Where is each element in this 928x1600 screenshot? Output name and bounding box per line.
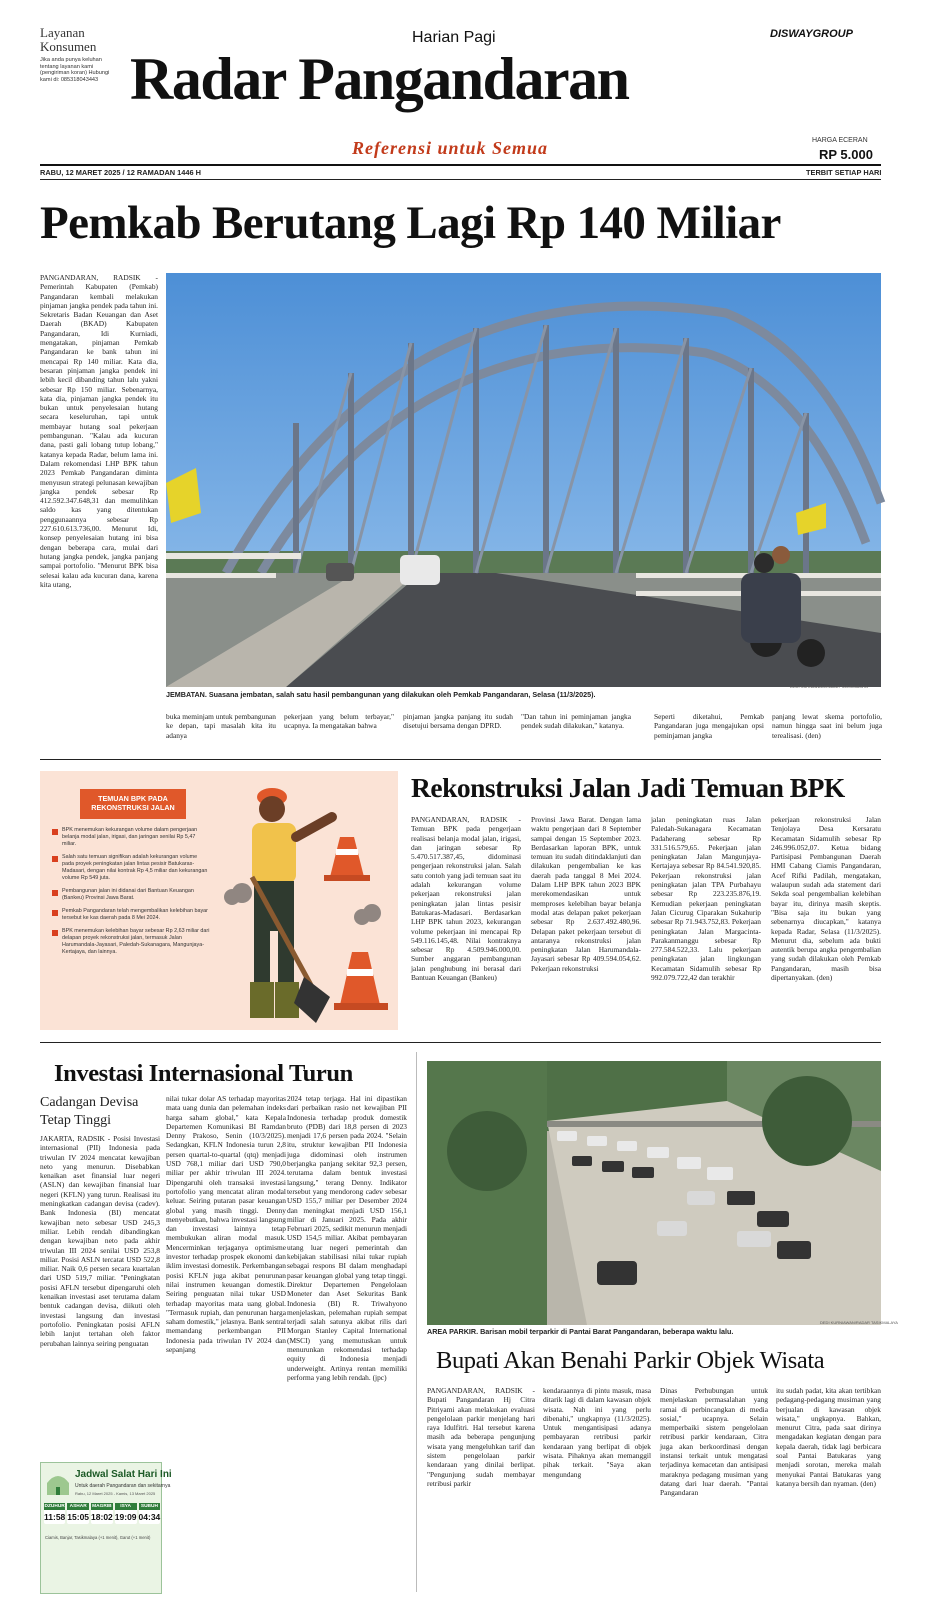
salat-time-item	[67, 1503, 89, 1524]
bpk-finding-text: BPK menemukan kekurangan volume dalam pengerjaan belanja modal jalan, irigasi, dan jaringan senilai Rp 5,47 miliar.	[62, 827, 198, 847]
headline-col-1: buka meminjam untuk pembangunan ke depan, tapi masalah kita itu adanya	[166, 712, 276, 740]
headline-col-2: pekerjaan yang belum terbayar," ucapnya. Ia mengatakan bahwa	[284, 712, 394, 731]
salat-time: 11:58	[44, 1512, 66, 1522]
bpk-story-col-3: jalan peningkatan ruas Jalan Paledah-Sukanagara Kecamatan Padaherang sebesar Rp 331.516.579,65. Pekerjaan jalan peningkatan Jalan Mangunjaya-Kertajaya sebesar Rp 84.541.920,85. Pekerjaan rekonstruksi jalan peningkatan jalan TPA Purbahayu sebesar Rp 223.235.876,19. Kemudian pekerjaan peningkatan Jalan Cicurug Ciparakan Sukahurip sebesar Rp 71.943.752,83. Pekerjaan peningkatan Jalan Margacinta-Parakanmanggu sebesar Rp 277.584.522,33. Lalu pekerjaan peningkatan jalan lingkungan Kecamatan Sidamulih sebesar Rp 992.079.722,42 dan terakhir	[651, 815, 761, 983]
bpk-finding-text: BPK menemukan kelebihan bayar sebesar Rp 2,63 miliar dari delapan proyek rekonstruksi jalan, termasuk Jalan Harumandala-Jayasari, Paledah-Sukanagara, Mangunjaya-Kertajaya, dan lainnya.	[62, 928, 210, 955]
parking-photo	[427, 1061, 881, 1325]
investasi-title: Investasi Internasional Turun	[54, 1060, 353, 1087]
headline-col-3: pinjaman jangka panjang itu sudah disetujui bersama dengan DPRD.	[403, 712, 513, 731]
salat-time: 19:09	[114, 1512, 137, 1522]
terbit-label: TERBIT SETIAP HARI	[806, 168, 882, 177]
salat-time-item	[139, 1503, 161, 1524]
bullet-square-icon	[52, 890, 58, 896]
traffic-cone-icon	[324, 837, 370, 881]
masthead-title: Radar Pangandaran	[130, 46, 629, 112]
salat-time-item	[91, 1503, 113, 1524]
bridge-photo-caption: JEMBATAN. Suasana jembatan, salah satu hasil pembangunan yang dilakukan oleh Pemkab Pangandaran, Selasa (11/3/2025).	[166, 690, 596, 699]
salat-title: Jadwal Salat Hari Ini	[75, 1469, 172, 1480]
bullet-square-icon	[52, 910, 58, 916]
salat-times	[44, 1503, 160, 1524]
construction-worker-illustration	[212, 777, 398, 1027]
disway-group-logo: DISWAYGROUP	[770, 28, 853, 40]
headline-lead-column: PANGANDARAN, RADSIK - Pemerintah Kabupaten (Pemkab) Pangandaran kembali melakukan pinjaman jangka pendek pada tahun ini. Sekretaris Badan Keuangan dan Aset Daerah (BKAD) Kabupaten Pangandaran, Idi Kurniadi, mengatakan, pinjaman Pemkab Pangandaran ke bank tahun ini mencapai Rp 140 miliar. Kata dia, besaran pinjaman jangka pendek ini lebih kecil dibanding tahun lalu yakni sebesar Rp 150 miliar. Sebenarnya, kata dia, pinjaman jangka pendek itu bukan untuk penyelesaian hutang secara keseluruhan, tapi untuk membayar hutang soal pekerjaan pembangunan. "Kalau ada kucuran dana, pasti gali lobang tutup lobang," katanya kepada Radar, belum lama ini. Dalam rekomendasi LHP BPK tahun 2023 Pemkab Pangandaran diminta menyusun strategi pelunasan kewajiban jangka pendek sebesar Rp 412.592.347.648,31 dan memulihkan saldo kas yang ditentukan penggunaannya sebesar Rp 227.610.613.736,00. Menurut Idi, konsep penyelesaian hutang ini bisa dengan beberapa cara, mulai dari hutang jangka pendek, jangka panjang sampai portofolio. "Menurut BPK bisa selesai kalau ada kucuran dana, karena kita utang,	[40, 273, 158, 589]
price-value: RP 5.000	[819, 147, 873, 162]
section-rule-2	[40, 1042, 881, 1043]
layanan-title: Layanan Konsumen	[40, 25, 97, 54]
headline-title: Pemkab Berutang Lagi Rp 140 Miliar	[40, 197, 781, 249]
headline-col-6: panjang lewat skema portofolio, namun hingga saat ini belum juga terealisasi. (den)	[772, 712, 882, 740]
bpk-story-col-2: Provinsi Jawa Barat. Dengan lama waktu pengerjaan dari 8 September sampai dengan 15 September 2023. Berdasarkan laporan BPK, untuk temuan itu sudah ditindaklanjuti dan dilakukan pengembalian ke kas daerah pada tanggal 8 Mei 2024. Dalam LHP BPK tahun 2023 BPK merekomendasikan untuk memproses kelebihan bayar belanja modal atas delapan paket pekerjaan sebesar Rp 2.637.492.480,96. Delapan paket pekerjaan tersebut di antaranya rekonstruksi jalan peningkatan Jalan Harumandala-Jayasari sebesar Rp 409.594.054,62. Pekerjaan rekonstruksi	[531, 815, 641, 973]
salat-time-item	[44, 1503, 65, 1524]
parking-photo-credit: DEDI KURNIAWAN/RADAR TASIKMALAYA	[820, 1320, 898, 1325]
masthead-kicker: Harian Pagi	[412, 29, 496, 46]
salat-name: DZUHUR	[44, 1504, 65, 1509]
bullet-square-icon	[52, 856, 58, 862]
bridge-photo-credit: DEDI KURNIAWAN/RADAR TASIKMALAYA	[790, 684, 868, 689]
bpk-finding	[52, 854, 210, 882]
layanan-text: Jika anda punya keluhan tentang layanan kami (pengiriman koran) Hubungi kami di: 085318043443	[40, 57, 110, 83]
bpk-findings-list	[52, 827, 210, 962]
investasi-col-1: JAKARTA, RADSIK - Posisi Investasi internasional (PII) Indonesia pada triwulan IV 2024 mencatat kewajiban neto yang menurun. Disebabkan kenaikan aset finansial luar negeri (ASLN) dan kewajiban finansial luar negeri (KFLN) yang turun. Realisasi itu meningkatkan cadangan devisa (cadev). Bank Indonesia (BI) mencatat kewajiban neto sebesar USD 245,3 miliar. Lebih rendah dibandingkan dengan kewajiban neto pada akhir triwulan III 2024 senilai USD 253,8 miliar. Posisi ASLN tercatat USD 522,8 miliar. Naik 0,6 persen secara kuartalan dari USD 519,7 miliar. "Peningkatan posisi AFLN tersebut dipengaruhi oleh kenaikan investasi aset terutama dalam bentuk cadangan devisa, diikuti oleh investasi langsung dan investasi portofolio. Peningkatan posisi AFLN lebih lanjut tertahan oleh faktor perubahan lainnya seiring penguatan	[40, 1134, 160, 1348]
investasi-col-3: 2024 tetap terjaga. Hal ini dipastikan dari perbaikan rasio net kewajiban PII Indonesia terhadap produk domestik bruto (PDB) dari 18,8 persen di 2023 menjadi 17,6 persen pada 2024. "Selain itu, struktur kewajiban PII Indonesia juga didominasi oleh instrumen berjangka panjang sekitar 92,3 persen, terutama dalam bentuk investasi langsung," terang Denny. Indikator tersebut yang mendorong cadev sebesar USD 155,7 miliar per Desember 2024 dan meningkat menjadi USD 156,1 miliar di Januari 2025. Pada akhir Februari 2025, sedikit menurun menjadi USD 154,5 miliar. Akibat pembayaran utang luar negeri pemerintah dan kebijakan stabilisasi nilai tukar rupiah sebagai respons BI dalam menghadapi pasar keuangan global yang tetap tinggi. Direktur Departemen Pengelolaan Moneter dan Aset Sekuritas Bank Indonesia (BI) R. Triwahyono menjelaskan, pelemahan rupiah sempat terjadi salah satunya akibat rilis dari Morgan Stanley Capital International (MSCI) yang memutuskan untuk menurunkan rekomendasi terhadap equity di Indonesia menjadi underweight. Artinya rentan memiliki performa yang lebih rendah. (jpc)	[287, 1094, 407, 1382]
salat-subtitle: Untuk daerah Pangandaran dan sekitarnya	[75, 1483, 171, 1489]
bpk-infographic	[40, 771, 398, 1030]
bpk-finding-text: Pemkab Pangandaran telah mengembalikan kelebihan bayar tersebut ke kas daerah pada 8 Mei 2024.	[62, 908, 208, 921]
headline-col-5: Seperti diketahui, Pemkab Pangandaran juga mengajukan opsi peminjaman jangka	[654, 712, 764, 740]
parkir-title: Bupati Akan Benahi Parkir Objek Wisata	[436, 1347, 825, 1374]
masthead-rule	[40, 164, 881, 166]
parkir-col-2: kendaraannya di pintu masuk, masa ditarik lagi di dalam kawasan objek wisata. Nah ini yang perlu dibenahi," ungkapnya (11/3/2025). Untuk mengantisipasi adanya pembayaran retribusi parkir kendaraan yang berlipat di objek wisata. Pihaknya akan memanggil pihak terkait. "Saya akan mengundang	[543, 1386, 651, 1479]
parking-photo-caption: AREA PARKIR. Barisan mobil terparkir di Pantai Barat Pangandaran, beberapa waktu lalu.	[427, 1327, 734, 1336]
price-label: HARGA ECERAN	[812, 137, 868, 144]
parkir-col-1: PANGANDARAN, RADSIK - Bupati Pangandaran Hj Citra Pitriyami akan melakukan evaluasi pengelolaan parkir menjelang hari raya Idulfitri. Hal tersebut karena masih ada beberapa pengunjung wisata yang mengeluhkan tarif dan sistem pengelolaan parkir kendaraan yang dinilai berlipat. "Pengunjung sudah membayar retribusi parkir	[427, 1386, 535, 1488]
bpk-finding	[52, 928, 210, 956]
salat-name: MAGRIB	[92, 1504, 112, 1509]
salat-date: Rabu, 12 Maret 2025 - Kamis, 13 Maret 2025	[75, 1491, 156, 1496]
parkir-col-3: Dinas Perhubungan untuk menjelaskan permasalahan yang ramai di perbincangkan di media sosial," ucapnya. Selain memperbaiki sistem pengelolaan retribusi parkir kendaraan, Citra juga akan berkoordinasi dengan instansi terkait untuk mengatasi terjadinya kemacetan dan antisipasi maraknya pedagang musiman yang datang dari luar daerah. "Pantai Pangandaran	[660, 1386, 768, 1498]
salat-name: ISYA	[115, 1503, 137, 1510]
jadwal-salat-box	[40, 1462, 172, 1594]
traffic-cone-icon	[334, 952, 388, 1010]
bpk-story-col-4: pekerjaan rekonstruksi Jalan Tenjolaya Desa Kersaratu Kecamatan Sidamulih sebesar Rp 246.996.052,07. Ketua bidang Partisipasi Pembangunan Daerah HMI Cabang Ciamis Pangandaran, Acef Rifki Padilah, mengatakan, walaupun sudah ada statement dari Sekda soal pengembalian kelebihan bayar itu, dirinya masih skeptis. "Bisa saja itu bukan yang sebenarnya diucapkan," katanya kepada Radar, Selasa (11/3/2025). Menurut dia, sebelum ada bukti autentik berupa angka pengembalian yang sudah dilakukan oleh Pemkab Pangandaran, masih bisa dipertanyakan. (den)	[771, 815, 881, 983]
bpk-finding	[52, 908, 210, 922]
mosque-icon	[43, 1467, 73, 1497]
section-rule-1	[40, 759, 881, 760]
salat-name: SUBUH	[139, 1503, 161, 1510]
bridge-photo	[166, 273, 881, 687]
bpk-finding-text: Salah satu temuan signifikan adalah kekurangan volume pada proyek peningkatan jalan lintas pesisir Batukaras-Madasari, dengan nilai kontrak Rp 4,5 miliar dan kekurangan volume Rp 549 juta.	[62, 854, 208, 881]
bpk-story-col-1: PANGANDARAN, RADSIK - Temuan BPK pada pengerjaan realisasi belanja modal jalan, irigasi, dan jaringan sebesar Rp 5.470.517.387,45, didominasi pengerjaan rekonstruksi jalan. Salah satu contoh yang jadi temuan saat itu adalah kekurangan volume pekerjaan rekonstruksi jalan peningkatan jalan lintas pesisir Batukaras-Madasari. Berdasarkan LHP BPK tahun 2023, kekurangan volume pekerjaan ini mencapai Rp 549.116.145,48. Nilai kontraknya sebesar Rp 4.509.946.000,00. Sumber anggaran pembangunan jalan penghubung ini berasal dari Bantuan Keuangan (Bankeu)	[411, 815, 521, 983]
bpk-finding-text: Pembangunan jalan ini didanai dari Bantuan Keuangan (Bankeu) Provinsi Jawa Barat.	[62, 888, 194, 901]
salat-time: 18:02	[91, 1512, 113, 1522]
date-rule	[40, 179, 881, 180]
issue-date: RABU, 12 MARET 2025 / 12 RAMADAN 1446 H	[40, 168, 201, 177]
column-divider	[416, 1052, 417, 1592]
masthead-tagline: Referensi untuk Semua	[352, 138, 549, 158]
investasi-col-2: nilai tukar dolar AS terhadap mayoritas mata uang dunia dan pelemahan indeks harga saham global," kata Kepala Departemen Komunikasi BI Ramdan Denny Prakoso, Senin (10/3/2025). Sedangkan, KFLN Indonesia turun 2,8 persen quartal-to-quartal (qtq) menjadi USD 768,1 miliar dari USD 790,0 miliar per akhir triwulan III 2024. Dipengaruhi oleh transaksi investasi portofolio yang mencatat aliran modal keluar. Seiring putaran pasar keuangan global yang masih tinggi. Denny menyebutkan, bahwa investasi langsung dan investasi lainnya tetap membukukan aliran modal masuk. Mencerminkan terjaganya optimisme investor terhadap prospek ekonomi dan iklim investasi domestik. Perkembangan posisi KFLN juga akibat penurunan nilai instrumen keuangan domestik. Seiring penguatan nilai tukar USD terhadap mayoritas mata uang global. "Termasuk rupiah, dan penurunan harga saham domestik," jelasnya. Bank sentral memandang perkembangan PII Indonesia pada triwulan IV 2024 dan sepanjang	[166, 1094, 286, 1355]
bullet-square-icon	[52, 930, 58, 936]
salat-note: Ciamis, Banjar, Tasikmalaya (+1 menit), Garut (+1 menit)	[45, 1535, 151, 1540]
bpk-finding	[52, 827, 210, 848]
bpk-finding	[52, 888, 210, 902]
bullet-square-icon	[52, 829, 58, 835]
headline-col-4: "Dan tahun ini peminjaman jangka pendek sudah dilakukan," katanya.	[521, 712, 631, 731]
layanan-konsumen	[40, 26, 120, 83]
salat-time: 15:05	[67, 1512, 90, 1522]
bpk-story-title: Rekonstruksi Jalan Jadi Temuan BPK	[411, 772, 845, 803]
parkir-col-4: itu sudah padat, kita akan tertibkan pedagang-pedagang musiman yang berjualan di kawasan objek wisata," ungkapnya. Bahkan, menurut Citra, pada saat dirinya mengadakan kegiatan dengan para kepala daerah, tidak lagi berbicara soal Pantai Batukaras yang menjadi sorotan, mereka malah menyukai Pantai Batukaras yang katanya bersih dan nyaman. (den)	[776, 1386, 881, 1488]
salat-time-item	[115, 1503, 137, 1524]
bpk-infographic-title: TEMUAN BPK PADA REKONSTRUKSI JALAN	[80, 789, 186, 819]
salat-time: 04:34	[138, 1512, 161, 1522]
salat-name: ASHAR	[67, 1503, 89, 1510]
investasi-subtitle: Cadangan Devisa Tetap Tinggi	[40, 1095, 139, 1128]
